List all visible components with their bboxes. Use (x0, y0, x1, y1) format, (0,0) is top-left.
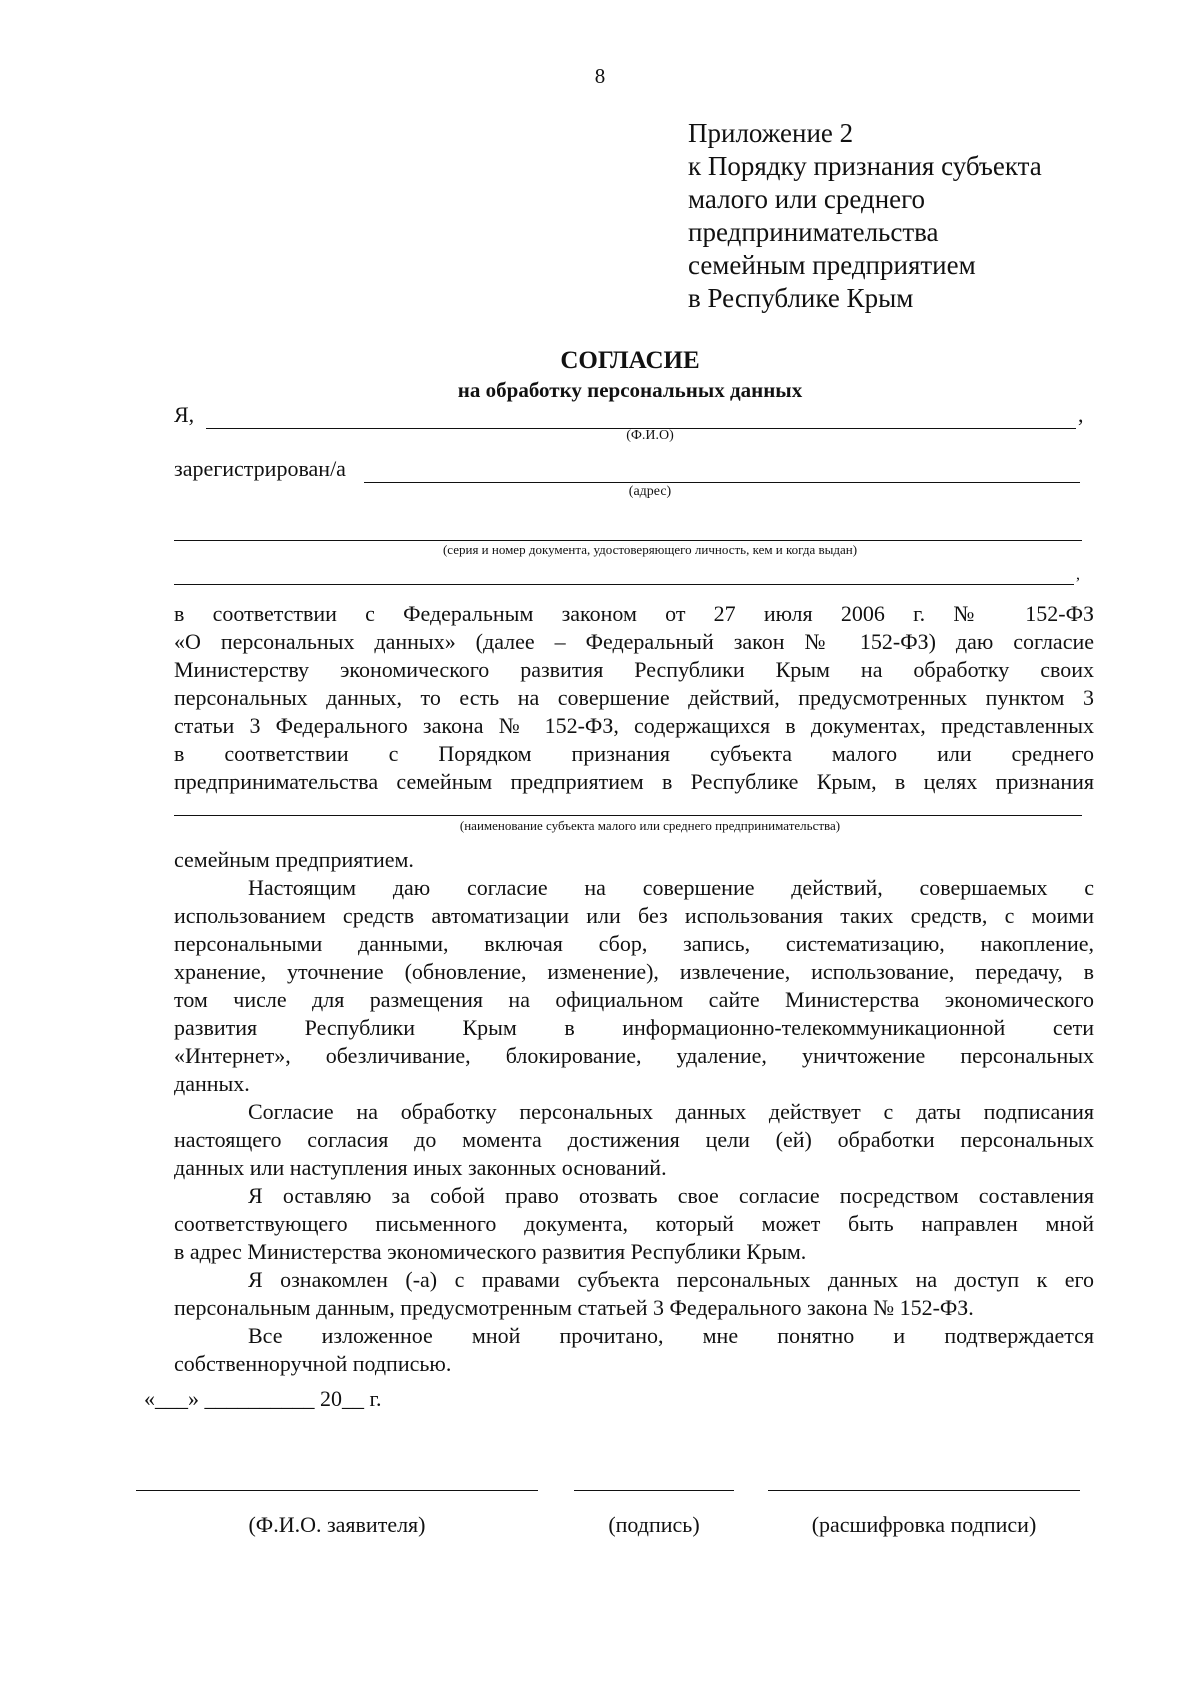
document-hint: (серия и номер документа, удостоверяющего личность, кем и когда выдан) (442, 542, 858, 557)
consent-body (174, 846, 1094, 1378)
paragraph-line: данных или наступления иных законных оснований. (174, 1155, 667, 1180)
signature-label: (подпись) (608, 1512, 700, 1537)
document-title: СОГЛАСИЕ (560, 347, 700, 374)
date-line[interactable]: «___» __________ 20__ г. (144, 1386, 382, 1411)
applicant-name-label: (Ф.И.О. заявителя) (248, 1512, 426, 1537)
ya-label: Я, (174, 402, 195, 427)
paragraph-line: предпринимательства семейным предприятием в Республике Крым, в целях признания (174, 769, 1094, 794)
paragraph-line: развития Республики Крым в информационно-телекоммуникационной сети (174, 1015, 1094, 1040)
document-input-line[interactable] (174, 540, 1082, 541)
paragraph-line: Я ознакомлен (-а) с правами субъекта персональных данных на доступ к его (248, 1267, 1094, 1292)
appendix-line: предпринимательства (688, 217, 939, 247)
paragraph-line: использованием средств автоматизации или без использования таких средств, с моими (174, 903, 1094, 928)
address-input-line[interactable] (364, 482, 1080, 483)
fio-comma: , (1078, 402, 1084, 427)
document-comma: , (1076, 566, 1080, 583)
paragraph-line: Министерству экономического развития Республики Крым на обработку своих (174, 657, 1094, 682)
appendix-line: к Порядку признания субъекта (688, 151, 1042, 181)
paragraph-line: Настоящим даю согласие на совершение действий, совершаемых с (248, 875, 1094, 900)
appendix-line: малого или среднего (688, 184, 926, 214)
paragraph-line: данных. (174, 1071, 250, 1096)
paragraph-line: персональных данных, то есть на совершение действий, предусмотренных пунктом 3 (174, 685, 1094, 710)
appendix-line: семейным предприятием (688, 250, 976, 280)
signature-decode-line[interactable] (768, 1490, 1080, 1491)
paragraph-line: Все изложенное мной прочитано, мне понятно и подтверждается (248, 1323, 1094, 1348)
paragraph-line: «Интернет», обезличивание, блокирование, удаление, уничтожение персональных (174, 1043, 1094, 1068)
paragraph-line: собственноручной подписью. (174, 1351, 452, 1376)
consent-paragraph-1 (174, 600, 1094, 796)
paragraph-line: статьи 3 Федерального закона № 152-ФЗ, содержащихся в документах, представленных (174, 713, 1094, 738)
appendix-line: Приложение 2 (688, 118, 854, 148)
document-subtitle: на обработку персональных данных (457, 378, 803, 402)
paragraph-line: в адрес Министерства экономического развития Республики Крым. (174, 1239, 807, 1264)
entity-input-line[interactable] (174, 815, 1082, 816)
registered-label: зарегистрирован/а (174, 456, 346, 481)
appendix-line: в Республике Крым (688, 283, 914, 313)
paragraph-line: в соответствии с Федеральным законом от 27 июля 2006 г. № 152-ФЗ (174, 601, 1094, 626)
signature-decode-label: (расшифровка подписи) (811, 1512, 1037, 1537)
paragraph-line: семейным предприятием. (174, 847, 414, 872)
entity-hint: (наименование субъекта малого или среднего предпринимательства) (459, 818, 841, 833)
paragraph-line: соответствующего письменного документа, который может быть направлен мной (174, 1211, 1094, 1236)
paragraph-line: персональными данными, включая сбор, запись, систематизацию, накопление, (174, 931, 1094, 956)
address-hint: (адрес) (628, 484, 672, 499)
paragraph-line: Согласие на обработку персональных данных действует с даты подписания (248, 1099, 1094, 1124)
document-input-line-2[interactable] (174, 584, 1074, 585)
page-number: 8 (594, 64, 606, 88)
paragraph-line: настоящего согласия до момента достижения цели (ей) обработки персональных (174, 1127, 1094, 1152)
fio-hint: (Ф.И.О) (626, 428, 674, 443)
paragraph-line: персональным данным, предусмотренным статьей 3 Федерального закона № 152-ФЗ. (174, 1295, 974, 1320)
paragraph-line: хранение, уточнение (обновление, изменение), извлечение, использование, передачу, в (174, 959, 1094, 984)
paragraph-line: «О персональных данных» (далее – Федеральный закон № 152-ФЗ) даю согласие (174, 629, 1094, 654)
paragraph-line: том числе для размещения на официальном сайте Министерства экономического (174, 987, 1094, 1012)
paragraph-line: в соответствии с Порядком признания субъекта малого или среднего (174, 741, 1094, 766)
signature-line[interactable] (574, 1490, 734, 1491)
appendix-header (688, 117, 1042, 315)
applicant-name-line[interactable] (136, 1490, 538, 1491)
paragraph-line: Я оставляю за собой право отозвать свое согласие посредством составления (248, 1183, 1094, 1208)
